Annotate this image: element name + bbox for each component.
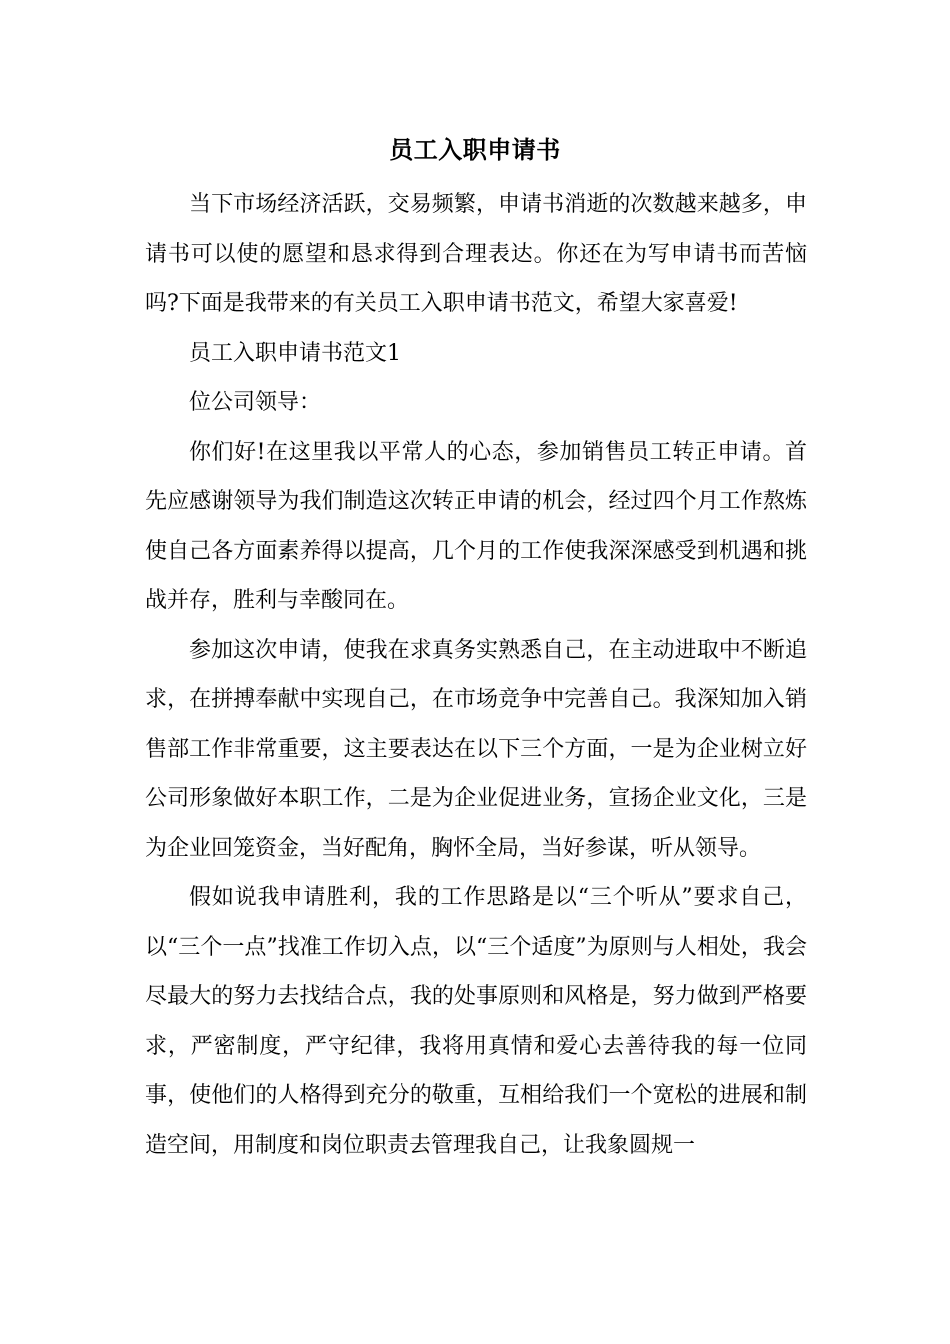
- document-body: [145, 180, 807, 1170]
- intro-paragraph: 当下市场经济活跃，交易频繁，申请书消逝的次数越来越多，申请书可以使的愿望和恳求得到合理表达。你还在为写申请书而苦恼吗?下面是我带来的有关员工入职申请书范文，希望大家喜爱!: [145, 192, 807, 316]
- body-paragraph-greeting: 你们好!在这里我以平常人的心态，参加销售员工转正申请。首先应感谢领导为我们制造这次转正申请的机会，经过四个月工作熬炼使自己各方面素养得以提高，几个月的工作使我深深感受到机遇和挑战并存，胜利与幸酸同在。: [145, 439, 807, 613]
- body-paragraph-plan: 假如说我申请胜利，我的工作思路是以“三个听从”要求自己，以“三个一点”找准工作切入点，以“三个适度”为原则与人相处，我会尽最大的努力去找结合点，我的处事原则和风格是，努力做到严格要求，严密制度，严守纪律，我将用真情和爱心去善待我的每一位同事，使他们的人格得到充分的敬重，互相给我们一个宽松的进展和制造空间，用制度和岗位职责去管理我自己，让我象圆规一: [145, 885, 807, 1158]
- document-title: 员工入职申请书: [389, 135, 561, 164]
- section-heading: 员工入职申请书范文1: [189, 340, 401, 366]
- body-paragraph-motivation: 参加这次申请，使我在求真务实熟悉自己，在主动进取中不断追求，在拼搏奉献中实现自己，在市场竞争中完善自己。我深知加入销售部工作非常重要，这主要表达在以下三个方面，一是为企业树立好公司形象做好本职工作，二是为企业促进业务，宣扬企业文化，三是为企业回笼资金，当好配角，胸怀全局，当好参谋，听从领导。: [145, 637, 807, 861]
- salutation: 位公司领导：: [189, 390, 322, 415]
